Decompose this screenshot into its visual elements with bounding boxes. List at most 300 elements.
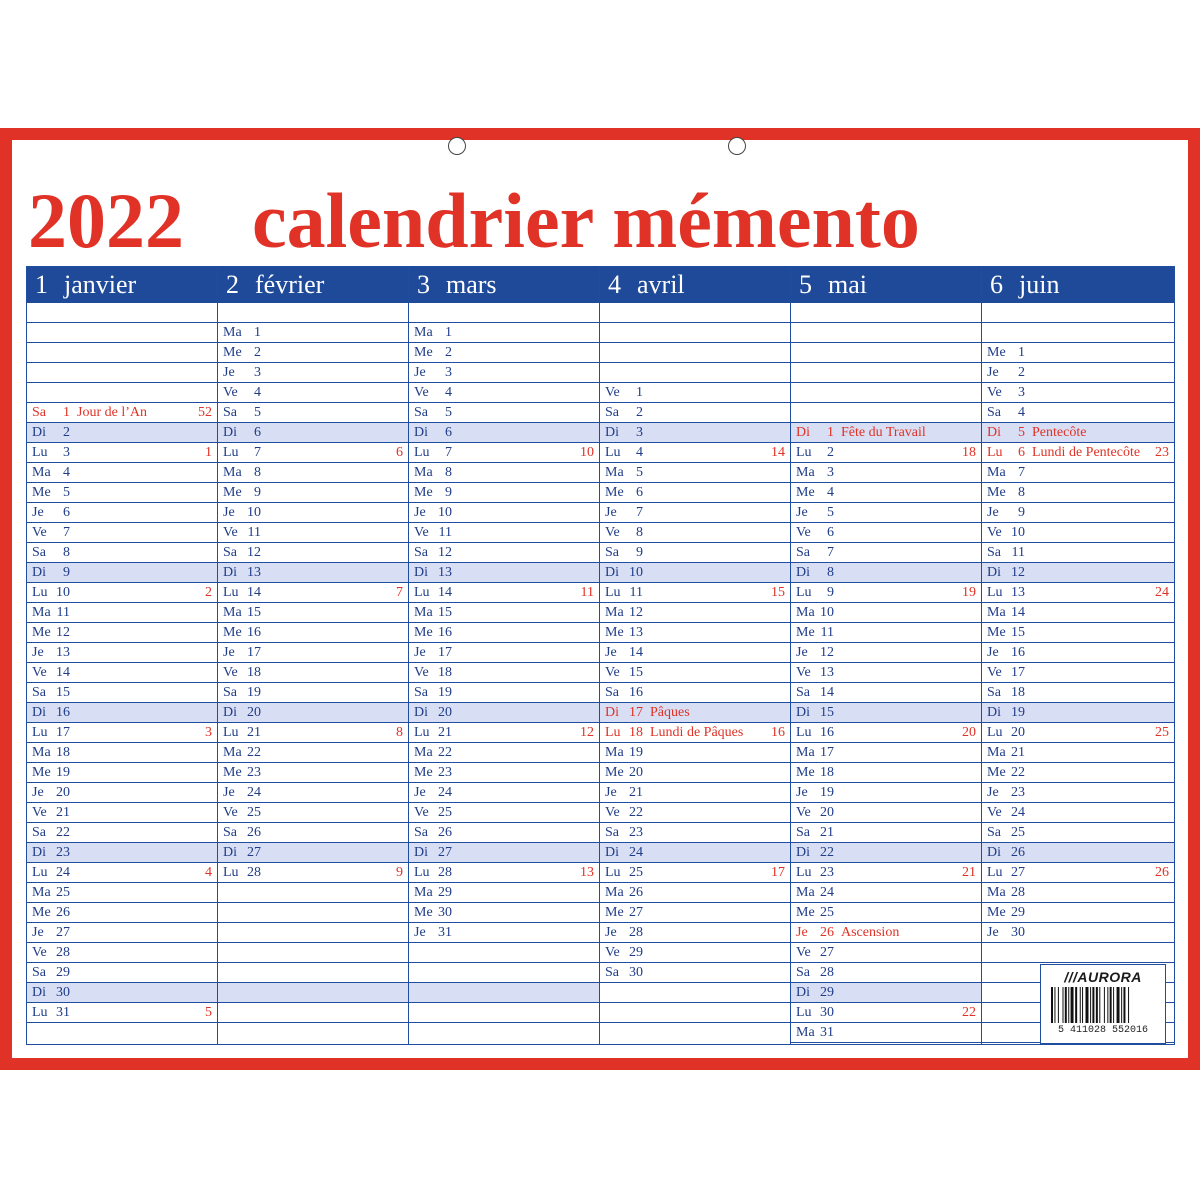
month-header (982, 267, 1174, 303)
day-row (27, 823, 217, 843)
weekday-abbr: Sa (32, 545, 46, 560)
day-number: 24 (1011, 805, 1025, 820)
barcode-bar (1099, 987, 1100, 1023)
weekday-abbr: Lu (32, 445, 48, 460)
day-number: 9 (445, 485, 452, 500)
weekday-abbr: Me (223, 625, 242, 640)
empty-row (791, 343, 981, 363)
holiday-label: Fête du Travail (841, 425, 926, 440)
day-row (218, 863, 408, 883)
day-row (409, 923, 599, 943)
weekday-abbr: Ve (223, 525, 238, 540)
week-number: 15 (771, 585, 785, 600)
day-row (600, 423, 790, 443)
weekday-abbr: Ve (987, 525, 1002, 540)
week-number: 20 (962, 725, 976, 740)
holiday-label: Lundi de Pâques (650, 725, 744, 740)
day-number: 21 (438, 725, 452, 740)
barcode-bar (1128, 987, 1129, 1023)
day-number: 4 (63, 465, 70, 480)
weekday-abbr: Ma (987, 885, 1006, 900)
day-number: 29 (820, 985, 834, 1000)
weekday-abbr: Sa (32, 825, 46, 840)
month-number: 4 (608, 270, 621, 299)
day-number: 22 (247, 745, 261, 760)
day-row (982, 643, 1174, 663)
weekday-abbr: Di (987, 845, 1001, 860)
day-row (600, 483, 790, 503)
day-row (982, 523, 1174, 543)
day-number: 11 (56, 605, 70, 620)
day-row (218, 383, 408, 403)
calendar-year: 2022 (28, 177, 184, 264)
month-number: 1 (35, 270, 48, 299)
weekday-abbr: Di (414, 845, 428, 860)
weekday-abbr: Ve (987, 665, 1002, 680)
day-number: 12 (1011, 565, 1025, 580)
day-number: 17 (247, 645, 261, 660)
day-row (982, 583, 1174, 603)
day-number: 16 (247, 625, 261, 640)
barcode-icon (1051, 987, 1157, 1023)
day-number: 1 (254, 325, 261, 340)
empty-row (27, 343, 217, 363)
weekday-abbr: Lu (223, 585, 239, 600)
weekday-abbr: Sa (605, 965, 619, 980)
barcode-bar (1065, 987, 1067, 1023)
empty-row (409, 963, 599, 983)
day-number: 11 (820, 625, 834, 640)
weekday-abbr: Ve (32, 805, 47, 820)
day-row (27, 583, 217, 603)
day-row (409, 523, 599, 543)
month-column-mars (409, 267, 600, 1044)
empty-row (600, 1003, 790, 1023)
day-number: 26 (629, 885, 643, 900)
day-number: 1 (445, 325, 452, 340)
weekday-abbr: Ma (796, 605, 815, 620)
day-number: 10 (1011, 525, 1025, 540)
day-row (409, 483, 599, 503)
weekday-abbr: Ve (414, 525, 429, 540)
day-number: 13 (820, 665, 834, 680)
day-number: 28 (1011, 885, 1025, 900)
day-number: 10 (438, 505, 452, 520)
week-number: 18 (962, 445, 976, 460)
weekday-abbr: Di (414, 565, 428, 580)
weekday-abbr: Ve (987, 805, 1002, 820)
weekday-abbr: Me (32, 485, 51, 500)
weekday-abbr: Ve (414, 805, 429, 820)
day-row (982, 563, 1174, 583)
day-number: 23 (629, 825, 643, 840)
day-row (982, 483, 1174, 503)
weekday-abbr: Ve (987, 385, 1002, 400)
day-row (982, 783, 1174, 803)
day-row (27, 843, 217, 863)
day-number: 13 (56, 645, 70, 660)
day-number: 7 (63, 525, 70, 540)
weekday-abbr: Ma (32, 745, 51, 760)
weekday-abbr: Ma (32, 465, 51, 480)
day-number: 7 (636, 505, 643, 520)
day-number: 18 (56, 745, 70, 760)
day-row (600, 543, 790, 563)
week-number: 8 (396, 725, 403, 740)
day-number: 27 (438, 845, 452, 860)
day-number: 4 (1018, 405, 1025, 420)
weekday-abbr: Je (605, 645, 617, 660)
weekday-abbr: Je (605, 925, 617, 940)
weekday-abbr: Sa (987, 825, 1001, 840)
weekday-abbr: Je (796, 925, 808, 940)
day-row (982, 903, 1174, 923)
day-row (218, 803, 408, 823)
day-row (791, 523, 981, 543)
day-row (27, 643, 217, 663)
day-row (27, 783, 217, 803)
day-number: 21 (629, 785, 643, 800)
day-row (600, 763, 790, 783)
day-number: 27 (629, 905, 643, 920)
day-number: 24 (820, 885, 834, 900)
day-row (791, 703, 981, 723)
weekday-abbr: Ma (32, 605, 51, 620)
weekday-abbr: Je (223, 505, 235, 520)
day-number: 10 (247, 505, 261, 520)
day-row (791, 943, 981, 963)
weekday-abbr: Di (987, 565, 1001, 580)
weekday-abbr: Ve (605, 945, 620, 960)
empty-row (27, 363, 217, 383)
day-row (409, 323, 599, 343)
week-number: 24 (1155, 585, 1169, 600)
day-row (791, 763, 981, 783)
day-number: 10 (820, 605, 834, 620)
day-row (27, 723, 217, 743)
day-number: 13 (1011, 585, 1025, 600)
day-number: 26 (56, 905, 70, 920)
day-number: 5 (1018, 425, 1025, 440)
month-column-avril (600, 267, 791, 1044)
weekday-abbr: Lu (796, 1005, 812, 1020)
day-row (409, 823, 599, 843)
day-row (791, 823, 981, 843)
barcode-bar (1113, 987, 1114, 1023)
weekday-abbr: Lu (796, 445, 812, 460)
day-number: 17 (629, 705, 643, 720)
day-row (27, 1003, 217, 1023)
day-row (409, 543, 599, 563)
weekday-abbr: Me (796, 765, 815, 780)
day-row (409, 903, 599, 923)
barcode-bar (1054, 987, 1055, 1023)
weekday-abbr: Je (414, 365, 426, 380)
weekday-abbr: Sa (414, 825, 428, 840)
day-row (791, 463, 981, 483)
day-row (409, 783, 599, 803)
weekday-abbr: Je (223, 645, 235, 660)
day-row (791, 903, 981, 923)
day-number: 5 (63, 485, 70, 500)
day-row (27, 483, 217, 503)
day-number: 7 (827, 545, 834, 560)
calendar-name: calendrier mémento (252, 177, 920, 264)
empty-row (218, 983, 408, 1003)
month-header (409, 267, 599, 303)
day-number: 15 (438, 605, 452, 620)
day-row (791, 1023, 981, 1043)
weekday-abbr: Di (796, 425, 810, 440)
day-row (982, 743, 1174, 763)
weekday-abbr: Di (796, 845, 810, 860)
weekday-abbr: Me (605, 625, 624, 640)
day-number: 14 (56, 665, 70, 680)
day-number: 17 (56, 725, 70, 740)
weekday-abbr: Ma (796, 885, 815, 900)
weekday-abbr: Me (605, 485, 624, 500)
day-number: 2 (445, 345, 452, 360)
weekday-abbr: Di (414, 425, 428, 440)
weekday-abbr: Je (987, 645, 999, 660)
week-number: 7 (396, 585, 403, 600)
holiday-label: Lundi de Pentecôte (1032, 445, 1141, 460)
day-number: 22 (629, 805, 643, 820)
day-row (791, 983, 981, 1003)
weekday-abbr: Lu (414, 725, 430, 740)
day-number: 10 (629, 565, 643, 580)
weekday-abbr: Je (796, 645, 808, 660)
month-name: mars (446, 270, 497, 299)
weekday-abbr: Sa (796, 965, 810, 980)
day-row (27, 443, 217, 463)
barcode-bar (1068, 987, 1069, 1023)
day-number: 1 (827, 425, 834, 440)
day-number: 10 (56, 585, 70, 600)
day-number: 28 (56, 945, 70, 960)
empty-row (982, 943, 1174, 963)
week-number: 22 (962, 1005, 976, 1020)
weekday-abbr: Lu (223, 865, 239, 880)
empty-row (791, 383, 981, 403)
weekday-abbr: Lu (32, 1005, 48, 1020)
day-number: 8 (254, 465, 261, 480)
day-row (791, 783, 981, 803)
day-row (982, 803, 1174, 823)
weekday-abbr: Lu (414, 865, 430, 880)
day-number: 3 (827, 465, 834, 480)
weekday-abbr: Je (987, 925, 999, 940)
holiday-label: Ascension (841, 925, 900, 940)
day-number: 27 (56, 925, 70, 940)
month-column-février (218, 267, 409, 1044)
week-number: 9 (396, 865, 403, 880)
weekday-abbr: Lu (32, 725, 48, 740)
weekday-abbr: Lu (32, 865, 48, 880)
day-number: 27 (247, 845, 261, 860)
day-number: 28 (629, 925, 643, 940)
empty-row (218, 303, 408, 323)
day-row (409, 663, 599, 683)
day-row (982, 463, 1174, 483)
day-number: 23 (56, 845, 70, 860)
weekday-abbr: Di (414, 705, 428, 720)
day-number: 17 (438, 645, 452, 660)
weekday-abbr: Ma (987, 465, 1006, 480)
weekday-abbr: Me (32, 905, 51, 920)
weekday-abbr: Sa (605, 685, 619, 700)
day-row (27, 543, 217, 563)
weekday-abbr: Sa (414, 405, 428, 420)
day-row (600, 903, 790, 923)
weekday-abbr: Me (223, 485, 242, 500)
day-row (982, 403, 1174, 423)
weekday-abbr: Di (223, 565, 237, 580)
weekday-abbr: Ma (605, 745, 624, 760)
weekday-abbr: Ve (32, 665, 47, 680)
day-number: 26 (247, 825, 261, 840)
empty-row (791, 403, 981, 423)
weekday-abbr: Di (605, 845, 619, 860)
day-number: 18 (438, 665, 452, 680)
day-number: 31 (438, 925, 452, 940)
weekday-abbr: Di (796, 985, 810, 1000)
day-row (409, 563, 599, 583)
day-row (218, 423, 408, 443)
week-number: 16 (771, 725, 785, 740)
week-number: 19 (962, 585, 976, 600)
day-row (409, 423, 599, 443)
day-row (409, 343, 599, 363)
day-number: 8 (1018, 485, 1025, 500)
day-row (600, 463, 790, 483)
day-number: 19 (629, 745, 643, 760)
day-number: 23 (1011, 785, 1025, 800)
empty-row (982, 303, 1174, 323)
weekday-abbr: Sa (605, 825, 619, 840)
day-row (791, 883, 981, 903)
day-number: 7 (445, 445, 452, 460)
day-row (791, 863, 981, 883)
weekday-abbr: Lu (796, 865, 812, 880)
day-row (409, 883, 599, 903)
day-row (982, 543, 1174, 563)
day-number: 16 (820, 725, 834, 740)
day-row (982, 603, 1174, 623)
day-row (982, 723, 1174, 743)
day-number: 18 (820, 765, 834, 780)
day-number: 20 (56, 785, 70, 800)
day-row (791, 503, 981, 523)
week-number: 52 (198, 405, 212, 420)
weekday-abbr: Ma (223, 325, 242, 340)
day-number: 6 (445, 425, 452, 440)
weekday-abbr: Sa (32, 405, 46, 420)
day-number: 6 (254, 425, 261, 440)
day-row (218, 543, 408, 563)
day-number: 30 (820, 1005, 834, 1020)
weekday-abbr: Ve (605, 665, 620, 680)
weekday-abbr: Me (223, 345, 242, 360)
day-row (791, 483, 981, 503)
day-row (409, 623, 599, 643)
day-number: 21 (1011, 745, 1025, 760)
day-row (791, 583, 981, 603)
weekday-abbr: Je (223, 365, 235, 380)
empty-row (218, 903, 408, 923)
weekday-abbr: Me (987, 625, 1006, 640)
day-row (791, 423, 981, 443)
month-column-juin (982, 267, 1174, 1044)
day-number: 24 (629, 845, 643, 860)
day-row (27, 903, 217, 923)
day-number: 15 (629, 665, 643, 680)
weekday-abbr: Ma (223, 745, 242, 760)
weekday-abbr: Me (987, 485, 1006, 500)
empty-row (409, 1003, 599, 1023)
barcode-bar (1123, 987, 1125, 1023)
day-number: 3 (1018, 385, 1025, 400)
day-row (600, 703, 790, 723)
weekday-abbr: Ve (414, 385, 429, 400)
weekday-abbr: Ve (223, 385, 238, 400)
day-row (409, 763, 599, 783)
day-row (27, 623, 217, 643)
week-number: 12 (580, 725, 594, 740)
month-header (791, 267, 981, 303)
weekday-abbr: Ma (987, 745, 1006, 760)
day-number: 28 (820, 965, 834, 980)
day-number: 27 (820, 945, 834, 960)
day-row (791, 543, 981, 563)
day-number: 14 (247, 585, 261, 600)
day-row (600, 823, 790, 843)
day-number: 11 (1011, 545, 1025, 560)
day-row (218, 763, 408, 783)
day-number: 22 (820, 845, 834, 860)
day-row (600, 503, 790, 523)
day-number: 23 (438, 765, 452, 780)
day-row (27, 563, 217, 583)
weekday-abbr: Sa (987, 545, 1001, 560)
weekday-abbr: Je (414, 645, 426, 660)
weekday-abbr: Lu (605, 865, 621, 880)
month-name: avril (637, 270, 685, 299)
day-number: 29 (438, 885, 452, 900)
day-number: 31 (820, 1025, 834, 1040)
day-number: 25 (1011, 825, 1025, 840)
day-row (600, 723, 790, 743)
weekday-abbr: Ve (605, 805, 620, 820)
barcode-bar (1092, 987, 1094, 1023)
weekday-abbr: Ma (414, 885, 433, 900)
day-number: 19 (247, 685, 261, 700)
day-row (982, 503, 1174, 523)
day-row (409, 843, 599, 863)
weekday-abbr: Me (605, 765, 624, 780)
day-number: 23 (247, 765, 261, 780)
day-row (982, 383, 1174, 403)
day-number: 23 (820, 865, 834, 880)
day-row (27, 863, 217, 883)
day-row (982, 863, 1174, 883)
month-name: février (255, 270, 325, 299)
weekday-abbr: Ma (414, 325, 433, 340)
day-number: 8 (63, 545, 70, 560)
empty-row (409, 943, 599, 963)
day-number: 2 (1018, 365, 1025, 380)
week-number: 3 (205, 725, 212, 740)
